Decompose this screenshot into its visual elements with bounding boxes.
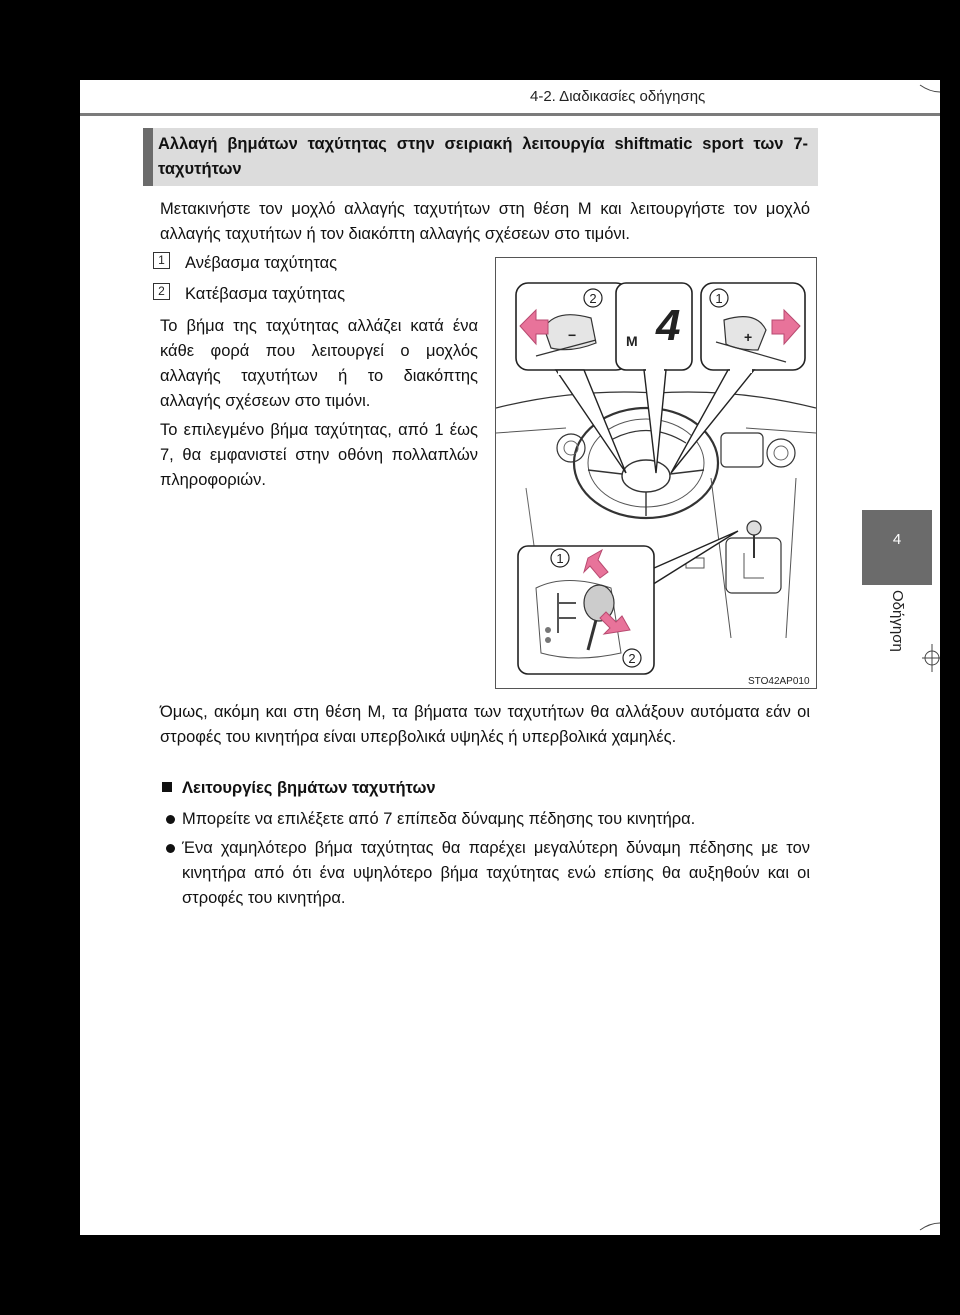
paddle-plus-sign: + [744, 329, 753, 345]
list-label-upshift: Ανέβασμα ταχύτητας [185, 254, 338, 272]
dashboard-drawing [496, 258, 816, 688]
running-header: 4-2. Διαδικασίες οδήγησης [530, 88, 706, 105]
intro-paragraph: Μετακινήστε τον μοχλό αλλαγής ταχυτήτων στη θέση M και λειτουργήστε τον μοχλό αλλαγής ταχυτήτων ή τον διακόπτη αλλαγής σχέσεων στο τιμόνι. [160, 200, 810, 243]
chapter-name: Οδήγηση [889, 590, 906, 652]
bullet-text: Μπορείτε να επιλέξετε από 7 επίπεδα δύναμης πέδησης του κινητήρα. [182, 810, 696, 828]
header-rule [80, 113, 940, 116]
lever-number-up: 1 [556, 551, 564, 566]
note-paragraph: Όμως, ακόμη και στη θέση M, τα βήματα των ταχυτήτων θα αλλάξουν αυτόματα εάν οι στροφές του κινητήρα είναι υπερβολικά υψηλές ή υπερβολικά χαμηλές. [160, 703, 810, 746]
chapter-number: 4 [892, 531, 902, 548]
registration-mark-icon [918, 640, 940, 676]
square-bullet-icon [162, 782, 172, 792]
illustration-code: STO42AP010 [748, 676, 810, 687]
description-gear-display: Το επιλεγμένο βήμα ταχύτητας, από 1 έως 7, θα εμφανιστεί στην οθόνη πολλαπλών πληροφοριών. [160, 421, 478, 489]
subsection-title: Λειτουργίες βημάτων ταχυτήτων [182, 779, 436, 797]
list-number-2: 2 [153, 283, 170, 300]
list-number-1: 1 [153, 252, 170, 269]
callout-number-downshift: 2 [589, 291, 597, 306]
list-label-downshift: Κατέβασμα ταχύτητας [185, 285, 346, 303]
bullet-dot-icon [166, 844, 175, 853]
crop-mark-top-right [915, 80, 940, 110]
manual-page [80, 80, 940, 1235]
display-mode-letter: M [626, 333, 638, 349]
description-step-change: Το βήμα της ταχύτητας αλλάζει κατά ένα κάθε φορά που λειτουργεί ο μοχλός αλλαγής ταχυτήτων ή το διακόπτης αλλαγής σχέσεων στο τιμόνι. [160, 317, 478, 410]
chapter-label [876, 590, 916, 700]
bullet-text: Ένα χαμηλότερο βήμα ταχύτητας θα παρέχει μεγαλύτερη δύναμη πέδησης με τον κινητήρα από ότι ένα υψηλότερο βήμα ταχύτητας ενώ επίσης θα αυξηθούν και οι στροφές του κινητήρα. [182, 839, 810, 907]
section-title: Αλλαγή βημάτων ταχύτητας στην σειριακή λειτουργία shiftmatic sport των 7-ταχυτήτων [158, 135, 808, 178]
bullet-item [182, 836, 810, 911]
bullet-item [182, 807, 810, 832]
lever-number-down: 2 [628, 651, 636, 666]
subsection-heading [162, 779, 436, 798]
display-gear-number: 4 [656, 301, 681, 350]
paddle-minus-sign: − [568, 327, 577, 343]
shift-illustration [495, 257, 817, 689]
bullet-dot-icon [166, 815, 175, 824]
callout-number-upshift: 1 [715, 291, 723, 306]
crop-mark-bottom-right [915, 1205, 940, 1235]
